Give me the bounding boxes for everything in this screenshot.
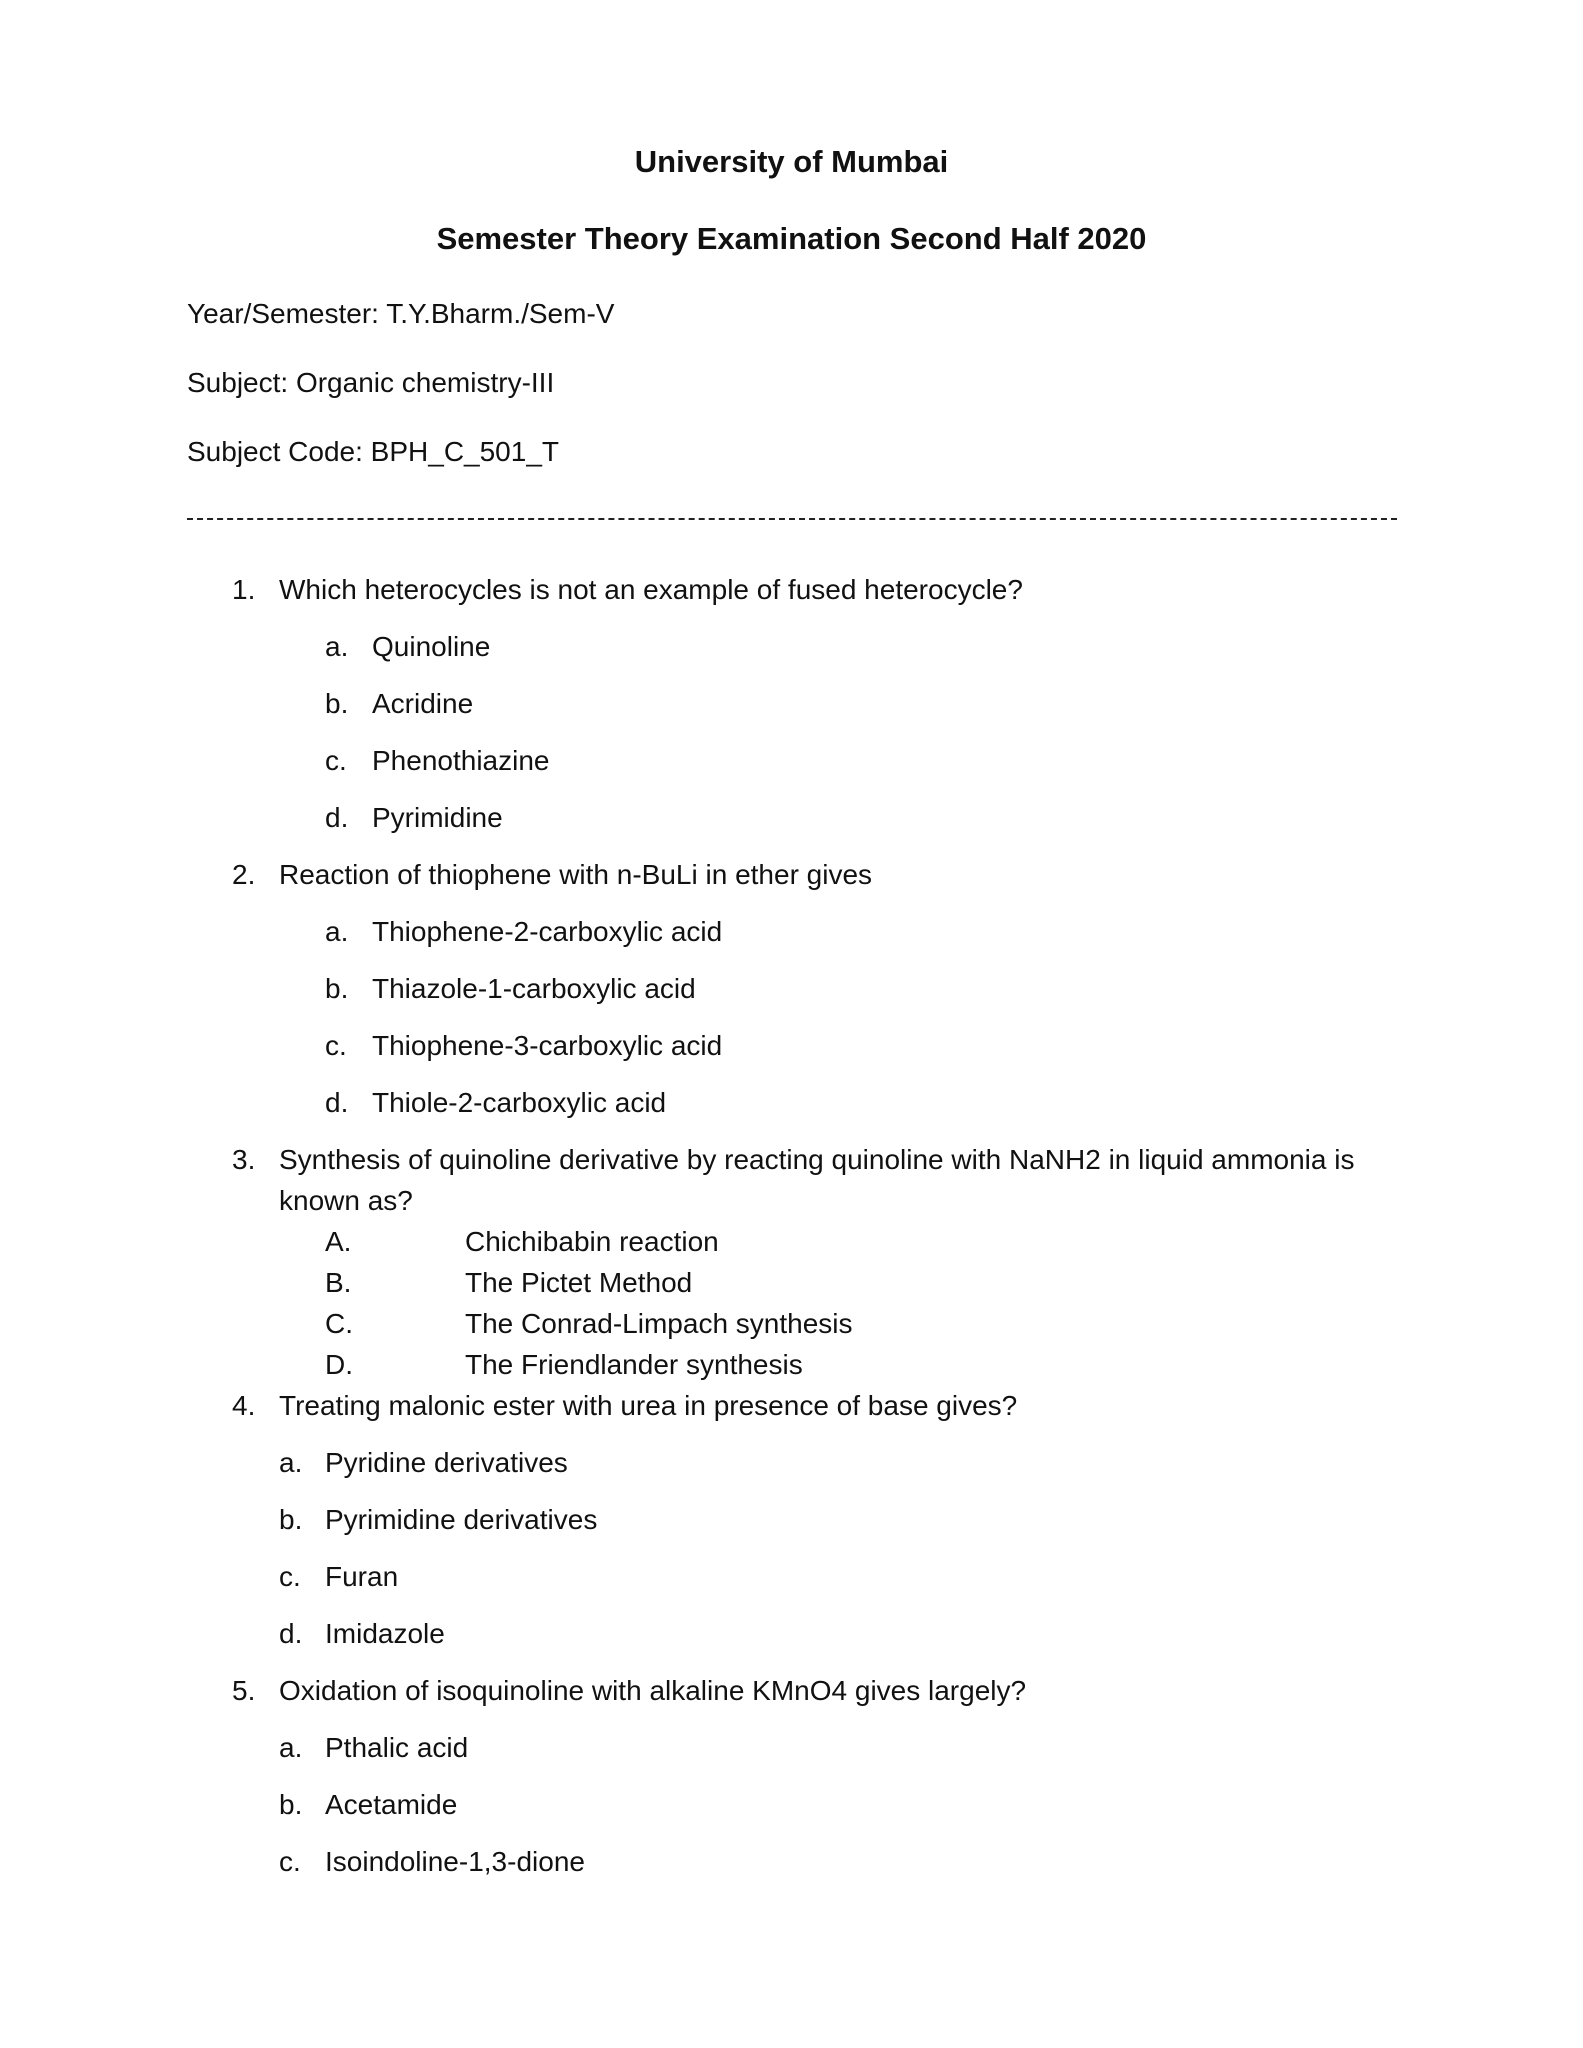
- question-text-line1: Synthesis of quinoline derivative by reacting quinoline with NaNH2 in liquid ammonia is: [279, 1144, 1355, 1175]
- question-number: 4.: [232, 1390, 256, 1421]
- university-title: University of Mumbai: [634, 144, 949, 179]
- subject-code: Subject Code: BPH_C_501_T: [187, 436, 559, 467]
- question-number: 5.: [232, 1675, 256, 1706]
- question-number: 3.: [232, 1144, 256, 1175]
- option-text: The Conrad-Limpach synthesis: [465, 1308, 853, 1339]
- option-text: Pyridine derivatives: [325, 1447, 568, 1478]
- year-semester: Year/Semester: T.Y.Bharm./Sem-V: [187, 298, 615, 329]
- option-letter: C.: [325, 1308, 353, 1339]
- option-letter: d.: [325, 1087, 349, 1118]
- question-number: 2.: [232, 859, 256, 890]
- question-text: Reaction of thiophene with n-BuLi in ether gives: [279, 859, 873, 890]
- option-text: Pthalic acid: [325, 1732, 469, 1763]
- option-letter: D.: [325, 1349, 353, 1380]
- option-text: Imidazole: [325, 1618, 445, 1649]
- question-number: 1.: [232, 574, 256, 605]
- option-letter: a.: [325, 631, 349, 662]
- option-text: Thiophene-2-carboxylic acid: [372, 916, 723, 947]
- question-text: Oxidation of isoquinoline with alkaline KMnO4 gives largely?: [279, 1675, 1027, 1706]
- option-text: Acetamide: [325, 1789, 458, 1820]
- option-text: Pyrimidine: [372, 802, 503, 833]
- option-text: Chichibabin reaction: [465, 1226, 719, 1257]
- option-text: The Friendlander synthesis: [465, 1349, 803, 1380]
- option-letter: c.: [279, 1561, 301, 1592]
- option-text: Furan: [325, 1561, 399, 1592]
- option-text: Thiole-2-carboxylic acid: [372, 1087, 667, 1118]
- option-letter: d.: [279, 1618, 303, 1649]
- option-letter: b.: [325, 688, 349, 719]
- option-text: Acridine: [372, 688, 474, 719]
- option-letter: a.: [325, 916, 349, 947]
- subject: Subject: Organic chemistry-III: [187, 367, 555, 398]
- option-letter: d.: [325, 802, 349, 833]
- option-letter: a.: [279, 1732, 303, 1763]
- separator-line: [187, 518, 1397, 520]
- option-text: Pyrimidine derivatives: [325, 1504, 598, 1535]
- option-text: The Pictet Method: [465, 1267, 693, 1298]
- option-letter: b.: [325, 973, 349, 1004]
- option-letter: b.: [279, 1504, 303, 1535]
- option-text: Isoindoline-1,3-dione: [325, 1846, 585, 1877]
- option-text: Quinoline: [372, 631, 491, 662]
- option-letter: a.: [279, 1447, 303, 1478]
- option-letter: c.: [325, 1030, 347, 1061]
- exam-title: Semester Theory Examination Second Half 2020: [436, 221, 1147, 256]
- option-letter: c.: [279, 1846, 301, 1877]
- question-text-line2: known as?: [279, 1185, 413, 1216]
- option-text: Thiazole-1-carboxylic acid: [372, 973, 696, 1004]
- option-text: Phenothiazine: [372, 745, 550, 776]
- option-letter: A.: [325, 1226, 352, 1257]
- question-text: Treating malonic ester with urea in presence of base gives?: [279, 1390, 1018, 1421]
- question-text: Which heterocycles is not an example of fused heterocycle?: [279, 574, 1023, 605]
- option-letter: b.: [279, 1789, 303, 1820]
- option-letter: c.: [325, 745, 347, 776]
- option-letter: B.: [325, 1267, 352, 1298]
- option-text: Thiophene-3-carboxylic acid: [372, 1030, 723, 1061]
